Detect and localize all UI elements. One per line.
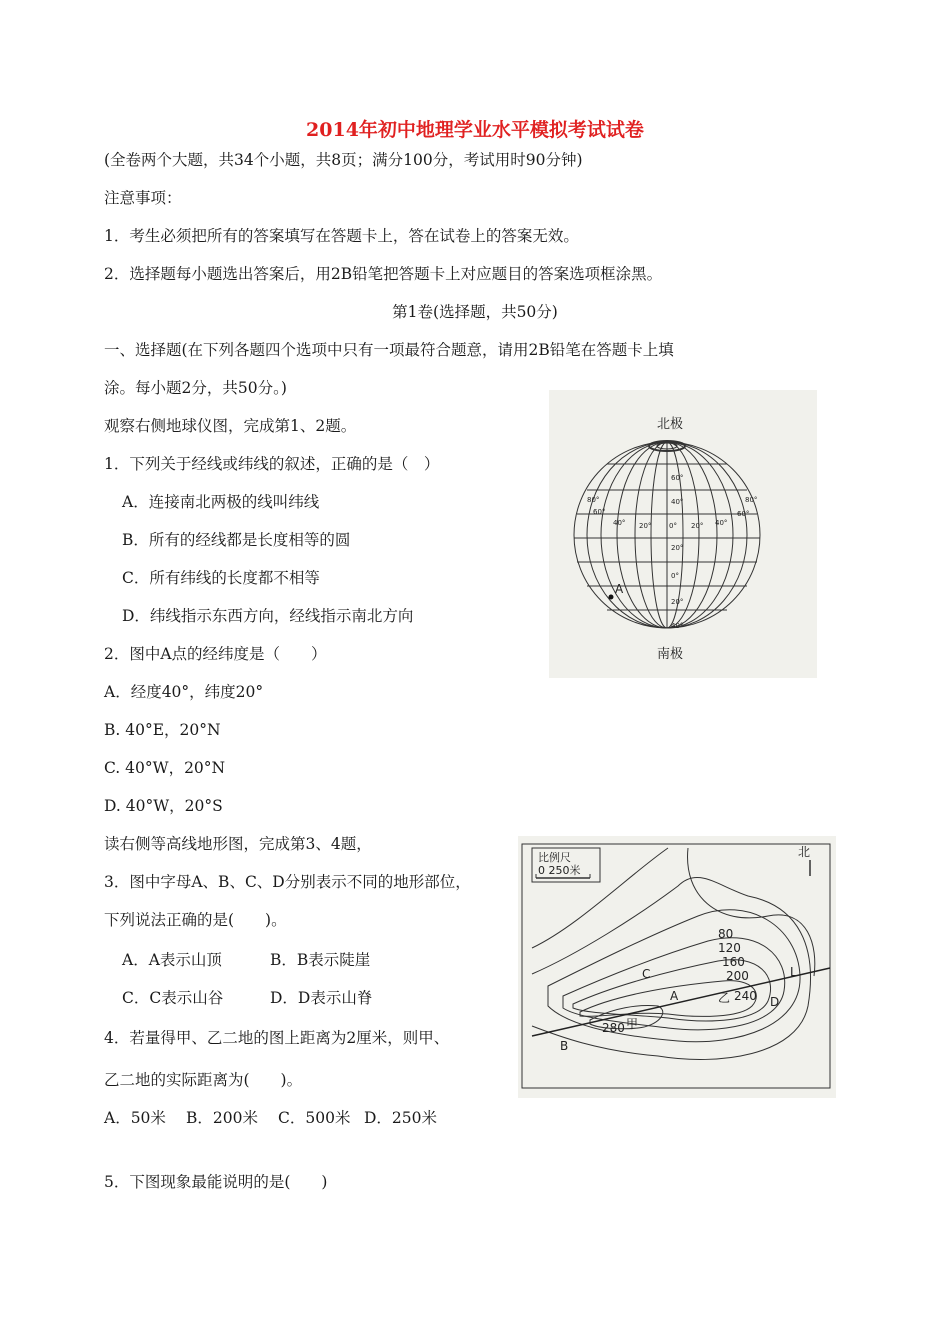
- lon-label: 20°: [691, 522, 704, 530]
- q1-option-d: D．纬线指示东西方向，经线指示南北方向: [122, 607, 414, 625]
- q3-option-b: B．B表示陡崖: [270, 951, 371, 969]
- south-pole-label: 南极: [657, 647, 684, 662]
- point-label: 乙: [718, 991, 731, 1005]
- q4-option-d: D．250米: [364, 1109, 438, 1127]
- lon-label: 40°: [613, 519, 626, 527]
- point-label: C: [642, 967, 651, 981]
- q1-option-a: A．连接南北两极的线叫纬线: [122, 493, 320, 511]
- contour-label: 280: [602, 1021, 625, 1035]
- contour-label: 240: [734, 989, 757, 1003]
- scale-text: 0 250米: [538, 864, 581, 877]
- q2-stem: 2．图中A点的经纬度是（ ）: [104, 645, 327, 663]
- q2-option-b: B. 40°E，20°N: [104, 721, 221, 739]
- q3-option-d: D．D表示山脊: [270, 989, 373, 1007]
- point-a-marker: [609, 595, 614, 600]
- q2-option-d: D. 40°W，20°S: [104, 797, 223, 815]
- q2-option-a: A．经度40°，纬度20°: [104, 683, 264, 701]
- north-pole-label: 北极: [657, 417, 684, 432]
- q3-stem-cont: 下列说法正确的是( )。: [104, 911, 287, 929]
- lon-label: 80°: [745, 496, 758, 504]
- point-label: D: [770, 995, 780, 1009]
- part-one-instructions: 一、选择题(在下列各题四个选项中只有一项最符合题意，请用2B铅笔在答题卡上填: [104, 341, 674, 359]
- q1-stem: 1．下列关于经线或纬线的叙述，正确的是（ ）: [104, 455, 440, 473]
- lat-label: 40°: [671, 622, 684, 630]
- north-arrow-label: 北: [798, 845, 811, 859]
- lat-label: 0°: [671, 572, 679, 580]
- q4-option-c: C．500米: [278, 1109, 351, 1127]
- q5-stem: 5．下图现象最能说明的是( ): [104, 1173, 328, 1191]
- contour-map-figure: [518, 836, 836, 1098]
- notice-heading: 注意事项：: [104, 189, 182, 207]
- contour-label: 160: [722, 955, 745, 969]
- point-a-label: A: [615, 582, 624, 596]
- q4-stem: 4．若量得甲、乙二地的图上距离为2厘米，则甲、: [104, 1029, 450, 1047]
- q3-stem: 3．图中字母A、B、C、D分别表示不同的地形部位，: [104, 873, 471, 891]
- lon-label: 0°: [669, 522, 677, 530]
- lon-label: 80°: [587, 496, 600, 504]
- exam-title: 2014年初中地理学业水平模拟考试试卷: [306, 119, 644, 141]
- q1-option-b: B．所有的经线都是长度相等的圆: [122, 531, 351, 549]
- lat-label: 20°: [671, 544, 684, 552]
- contour-label: 200: [726, 969, 749, 983]
- scale-title: 比例尺: [538, 851, 571, 864]
- q4-option-b: B．200米: [186, 1109, 258, 1127]
- part-one-instructions-cont: 涂。每小题2分，共50分。): [104, 379, 287, 397]
- lat-label: 60°: [671, 474, 684, 482]
- lon-label: 20°: [639, 522, 652, 530]
- contour-intro: 读右侧等高线地形图，完成第3、4题，: [104, 835, 372, 853]
- lon-label: 60°: [737, 510, 750, 518]
- point-label: L: [790, 965, 797, 979]
- globe-figure: [549, 390, 817, 678]
- q4-option-a: A．50米: [104, 1109, 166, 1127]
- notice-item: 1．考生必须把所有的答案填写在答题卡上，答在试卷上的答案无效。: [104, 227, 579, 245]
- lon-label: 60°: [593, 508, 606, 516]
- point-label: B: [560, 1039, 569, 1053]
- lat-label: 20°: [671, 598, 684, 606]
- exam-subtitle: (全卷两个大题，共34个小题，共8页；满分100分，考试用时90分钟): [104, 151, 583, 169]
- q2-option-c: C. 40°W，20°N: [104, 759, 226, 777]
- lon-label: 40°: [715, 519, 728, 527]
- q4-stem-cont: 乙二地的实际距离为( )。: [104, 1071, 303, 1089]
- section-title: 第1卷(选择题，共50分): [392, 303, 558, 321]
- contour-label: 120: [718, 941, 741, 955]
- q3-option-c: C．C表示山谷: [122, 989, 224, 1007]
- point-label: 甲: [626, 1017, 639, 1031]
- point-label: A: [670, 989, 679, 1003]
- lat-label: 40°: [671, 498, 684, 506]
- q3-option-a: A．A表示山顶: [122, 951, 222, 969]
- notice-item: 2．选择题每小题选出答案后，用2B铅笔把答题卡上对应题目的答案选项框涂黑。: [104, 265, 663, 283]
- q1-option-c: C．所有纬线的长度都不相等: [122, 569, 320, 587]
- globe-intro: 观察右侧地球仪图，完成第1、2题。: [104, 417, 357, 435]
- contour-label: 80: [718, 927, 734, 941]
